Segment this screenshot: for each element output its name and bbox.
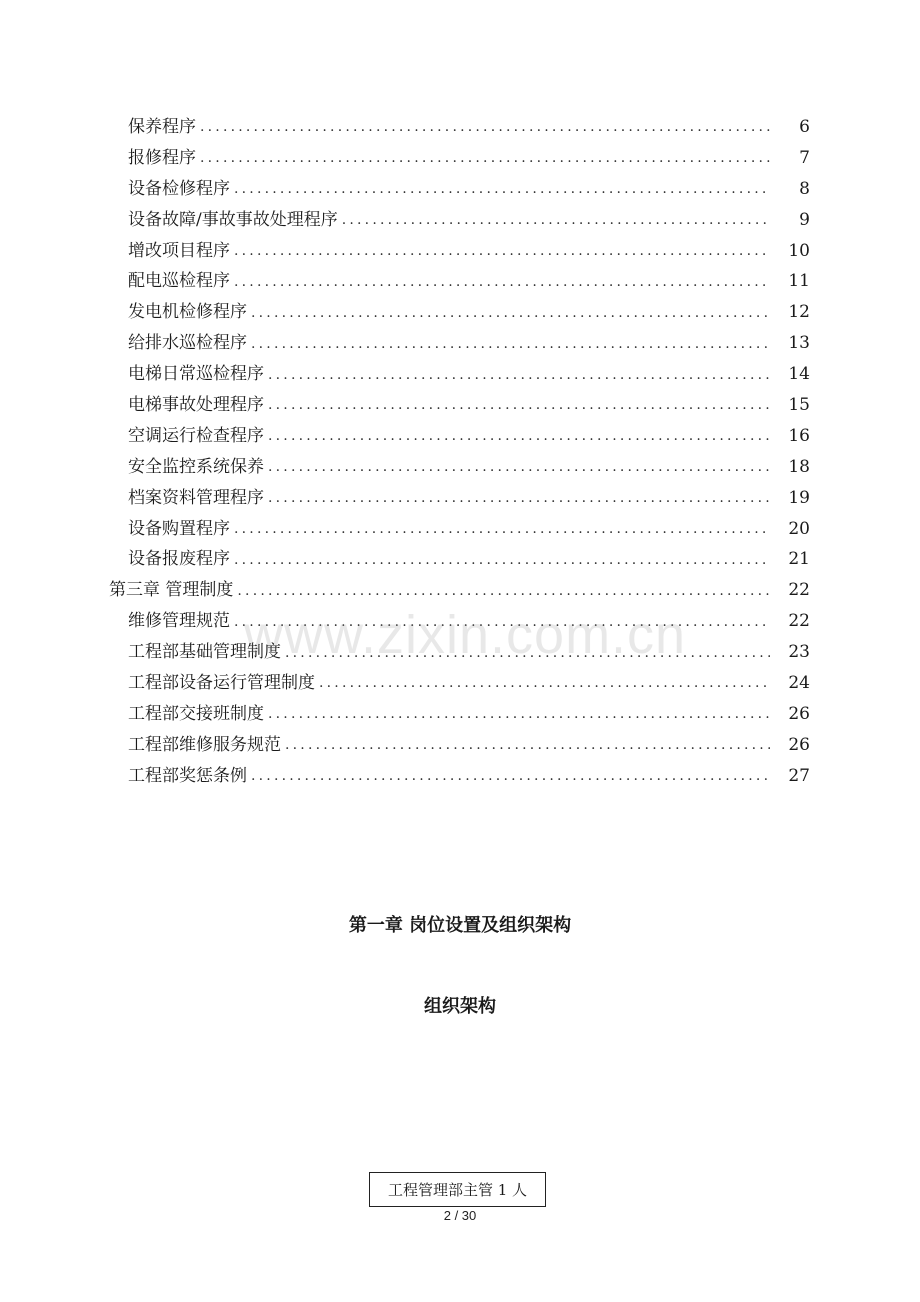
toc-entry-label: 工程部奖惩条例 [128,765,247,786]
toc-entry-page-number: 26 [788,703,810,724]
toc-entry-page-number: 6 [799,116,810,137]
toc-entry[interactable] [0,544,920,575]
toc-entry[interactable] [0,483,920,514]
toc-dot-leader [285,646,770,660]
toc-dot-leader [268,491,770,505]
toc-entry-label: 工程部维修服务规范 [128,734,281,755]
toc-entry[interactable] [0,205,920,236]
toc-entry-label: 设备检修程序 [128,178,230,199]
toc-entry-label: 报修程序 [128,147,196,168]
toc-dot-leader [342,213,770,227]
toc-dot-leader [234,182,770,196]
toc-entry-label: 给排水巡检程序 [128,333,247,354]
toc-entry-label: 设备故障/事故事故处理程序 [128,209,338,230]
toc-entry-label: 保养程序 [128,116,196,137]
toc-entry-page-number: 10 [788,240,810,261]
section-title: 组织架构 [424,996,496,1017]
toc-dot-leader [234,275,770,289]
toc-entry-label: 工程部基础管理制度 [128,642,281,663]
toc-entry-page-number: 26 [788,734,810,755]
toc-entry-page-number: 7 [799,147,810,168]
toc-entry[interactable] [0,112,920,143]
toc-entry-page-number: 20 [788,518,810,539]
toc-entry-label: 空调运行检查程序 [128,425,264,446]
toc-entry[interactable] [0,668,920,699]
toc-dot-leader [285,738,770,752]
toc-entry[interactable] [0,421,920,452]
toc-entry-page-number: 22 [788,580,810,601]
toc-entry[interactable] [0,637,920,668]
toc-entry-label: 设备购置程序 [128,518,230,539]
toc-entry[interactable] [0,236,920,267]
toc-dot-leader [251,337,770,351]
toc-dot-leader [234,244,770,258]
toc-entry-page-number: 23 [788,642,810,663]
toc-entry-page-number: 9 [799,209,810,230]
toc-entry[interactable] [0,761,920,792]
toc-entry-page-number: 19 [788,487,810,508]
toc-entry-page-number: 22 [788,611,810,632]
toc-dot-leader [268,368,770,382]
toc-entry-page-number: 14 [788,364,810,385]
toc-entry[interactable] [0,328,920,359]
toc-dot-leader [251,769,770,783]
toc-dot-leader [237,584,770,598]
toc-entry-label: 维修管理规范 [128,611,230,632]
toc-entry[interactable] [0,699,920,730]
toc-entry-label: 第三章 管理制度 [109,580,234,601]
toc-dot-leader [268,398,770,412]
toc-entry-label: 发电机检修程序 [128,302,247,323]
toc-entry-page-number: 8 [799,178,810,199]
org-chart-top-box: 工程管理部主管 1 人 [369,1172,546,1207]
toc-entry-label: 增改项目程序 [128,240,230,261]
toc-dot-leader [251,306,770,320]
toc-entry-label: 设备报废程序 [128,549,230,570]
chapter-title: 第一章 岗位设置及组织架构 [348,915,572,936]
toc-dot-leader [234,615,770,629]
toc-entry-page-number: 21 [788,549,810,570]
toc-entry[interactable] [0,143,920,174]
toc-entry[interactable] [0,452,920,483]
toc-entry-label: 安全监控系统保养 [128,456,264,477]
toc-entry-label: 工程部交接班制度 [128,703,264,724]
toc-entry-label: 配电巡检程序 [128,271,230,292]
page-number: 2 / 30 [443,1208,477,1223]
toc-entry-label: 电梯事故处理程序 [128,394,264,415]
toc-entry[interactable] [0,606,920,637]
toc-entry-label: 档案资料管理程序 [128,487,264,508]
toc-entry-page-number: 11 [788,271,810,292]
toc-entry-page-number: 13 [788,333,810,354]
toc-entry[interactable] [0,359,920,390]
toc-entry-page-number: 27 [788,765,810,786]
watermark: www.zixin.com.cn [244,605,687,665]
toc-entry[interactable] [0,390,920,421]
toc-dot-leader [268,429,770,443]
toc-dot-leader [234,553,770,567]
toc-entry[interactable] [0,730,920,761]
toc-dot-leader [200,151,770,165]
toc-entry[interactable] [0,297,920,328]
table-of-contents [0,112,920,792]
toc-entry-page-number: 16 [788,425,810,446]
toc-entry[interactable] [0,514,920,545]
toc-dot-leader [234,522,770,536]
toc-entry-page-number: 18 [788,456,810,477]
toc-entry-label: 电梯日常巡检程序 [128,364,264,385]
toc-entry-page-number: 24 [788,672,810,693]
toc-dot-leader [268,460,770,474]
toc-entry-page-number: 15 [788,394,810,415]
toc-entry[interactable] [0,174,920,205]
toc-entry[interactable] [0,575,920,606]
toc-entry-page-number: 12 [788,302,810,323]
toc-dot-leader [200,120,770,134]
toc-dot-leader [268,707,770,721]
toc-entry-label: 工程部设备运行管理制度 [128,672,315,693]
toc-entry[interactable] [0,266,920,297]
toc-dot-leader [319,676,770,690]
